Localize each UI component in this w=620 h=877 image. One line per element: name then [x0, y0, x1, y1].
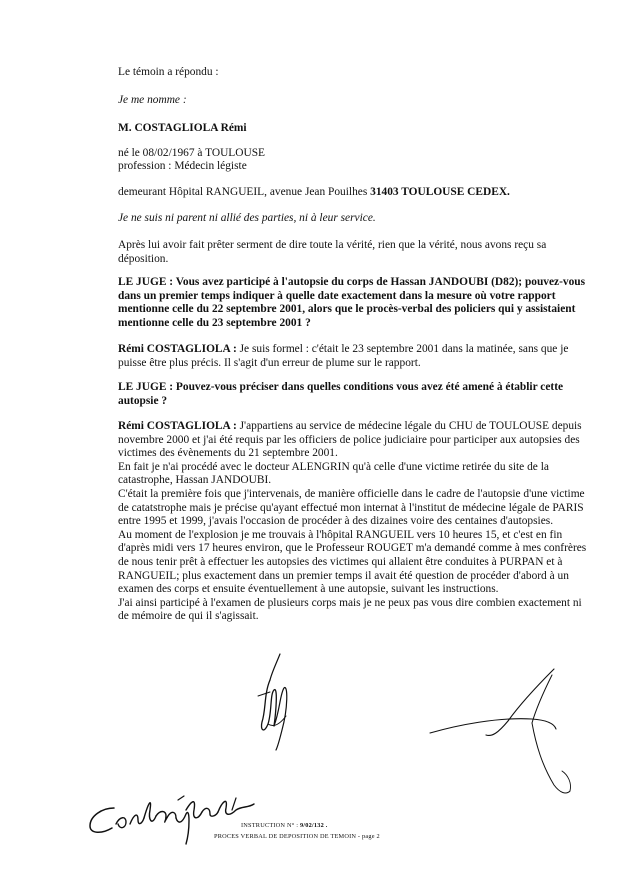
page-label: page 2 [362, 833, 380, 840]
answer-paragraph: J'ai ainsi participé à l'examen de plusieurs corps mais je ne peux pas vous dire combien exactement ni de mémoire de qui il s'agissait. [118, 596, 582, 623]
judge-question-2 [118, 381, 588, 408]
question-text: Vous avez participé à l'autopsie du corps de Hassan JANDOUBI (D82); pouvez-vous dans un premier temps indiquer à quelle date exactement dans la mesure où votre rapport mentionne celle du 22 septembre 2001, alors que le procès-verbal des policiers qui y assistaient mentionne celle du 23 septembre 2001 ? [118, 276, 586, 329]
name-prompt: Je me nomme : [118, 94, 187, 106]
speaker-label: LE JUGE : [118, 381, 176, 393]
address-postcode: 31403 TOULOUSE CEDEX. [370, 186, 510, 198]
speaker-label: LE JUGE : [118, 276, 176, 288]
judge-signature-drawing [250, 650, 300, 750]
answer-paragraph: C'était la première fois que j'intervenais, de manière officielle dans le cadre de l'autopsie d'une victime de catatstrophe mais je précise qu'ayant effectué mon internat à l'institut de médecine légale de PARIS entre 1995 et 1999, j'avais l'occasion de procéder à des dizaines voire des centaines d'autopsies. [118, 487, 585, 528]
answer-text: Je suis formel : c'était le 23 septembre 2001 dans la matinée, sans que je puisse être plus précis. Il s'agit d'un erreur de plume sur le rapport. [118, 343, 569, 369]
speaker-label: Rémi COSTAGLIOLA : [118, 420, 240, 432]
witness-name: M. COSTAGLIOLA Rémi [118, 122, 247, 134]
question-text: Pouvez-vous préciser dans quelles conditions vous avez été amené à établir cette autopsie ? [118, 381, 564, 407]
relation-line: Je ne suis ni parent ni allié des parties, ni à leur service. [118, 212, 376, 224]
instruction-label: INSTRUCTION N° : [241, 822, 299, 829]
judge-question-1 [118, 276, 588, 330]
answer-paragraph: En fait je n'ai procédé avec le docteur ALENGRIN qu'à celle d'une victime retirée du site de la catastrophe, Hassan JANDOUBI. [118, 460, 549, 487]
clerk-signature-drawing [428, 665, 578, 800]
intro-line: Le témoin a répondu : [118, 66, 219, 78]
address-text: demeurant Hôpital RANGUEIL, avenue Jean Pouilhes [118, 186, 371, 198]
oath-paragraph: Après lui avoir fait prêter serment de dire toute la vérité, rien que la vérité, nous avons reçu sa déposition. [118, 239, 547, 265]
pv-label: PROCES VERBAL DE DEPOSITION DE TEMOIN [214, 833, 357, 840]
witness-answer-1 [118, 343, 588, 370]
witness-signature-drawing [86, 786, 266, 852]
answer-paragraph: Au moment de l'explosion je me trouvais à l'hôpital RANGUEIL vers 10 heures 15, et c'est en fin d'après midi vers 17 heures environ, que le Professeur ROUGET m'a demandé comme à mes confrères de nous tenir prêt à effectuer les autopsies des victimes qui allaient être conduites à PURPAN et à RANGUEIL; plus exactement dans un premier temps il avait été question de procéder d'abord à un examen des corps et ensuite éventuellement à une autopsie, suivant les instructions. [118, 528, 587, 596]
instruction-number: 9/02/132 . [299, 822, 328, 829]
pv-footer: PROCES VERBAL DE DEPOSITION DE TEMOIN - page 2 [214, 833, 380, 840]
answer-paragraph: Rémi COSTAGLIOLA : J'appartiens au service de médecine légale du CHU de TOULOUSE depuis novembre 2000 et j'ai été requis par les officiers de police judiciaire pour participer aux autopsies des victimes des évènements du 21 septembre 2001. [118, 420, 582, 460]
birth-line: né le 08/02/1967 à TOULOUSE [118, 147, 266, 159]
speaker-label: Rémi COSTAGLIOLA : [118, 343, 240, 355]
profession-line: profession : Médecin légiste [118, 160, 247, 172]
witness-answer-2 [118, 420, 588, 624]
instruction-footer [241, 822, 327, 829]
address-line [118, 186, 588, 200]
